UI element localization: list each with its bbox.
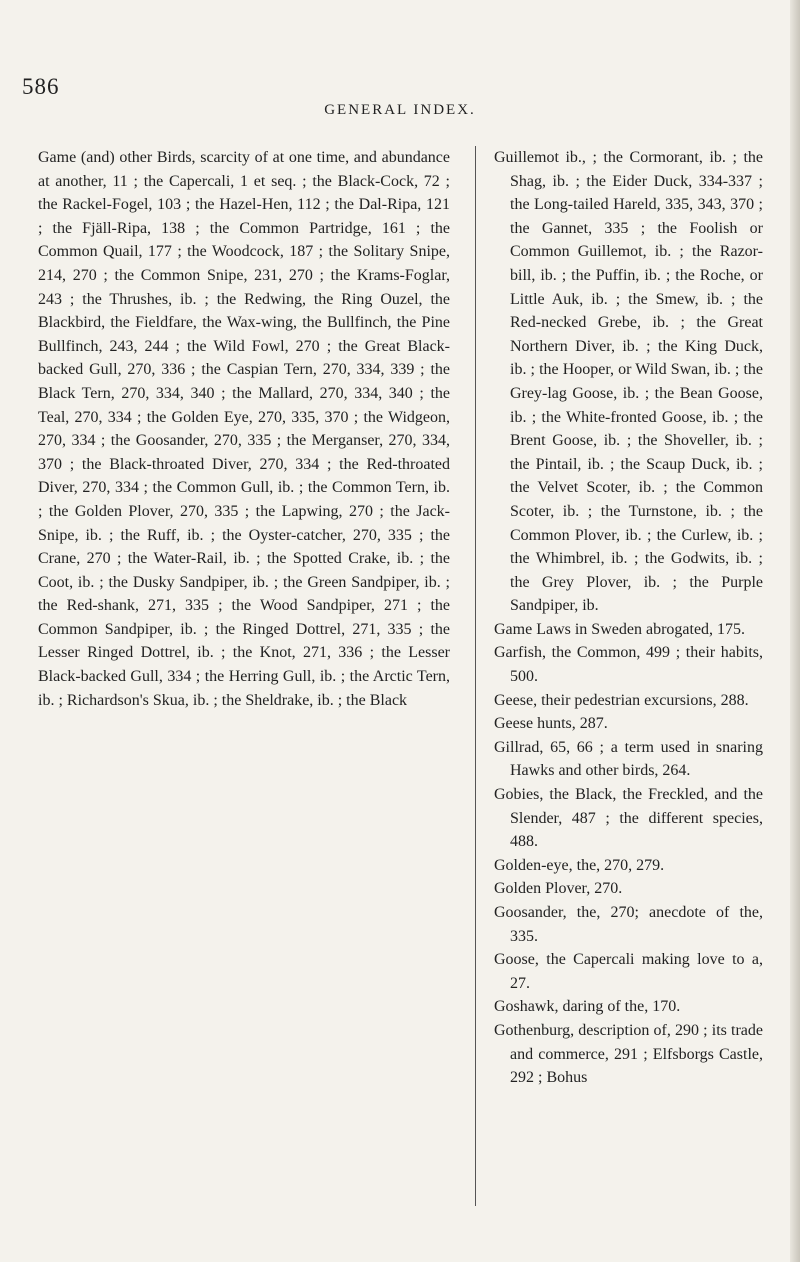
- index-entry: Goose, the Capercali making love to a, 27.: [494, 951, 763, 992]
- index-entry: Gobies, the Black, the Freckled, and the Slender, 487 ; the different species, 488.: [494, 786, 763, 851]
- index-entry: Garfish, the Common, 499 ; their habits, 500.: [494, 644, 763, 686]
- index-entry: Gillrad, 65, 66 ; a term used in snaring Hawks and other birds, 264.: [494, 738, 763, 780]
- index-entry: Game (and) other Birds, scarcity of at one time, and abundance at another, 11 ; the Capercali, 1 et seq. ; the Black-Cock, 72 ; the Rackel-Fogel, 103 ; the Hazel-Hen, 112 ; the Dal-Ripa, 121 ; the Fjäll-Ripa, 138 ; the Common Partridge, 161 ; the Common Quail, 177 ; the Woodcock, 187 ; the Solitary Snipe, 214, 270 ; the Common Snipe, 231, 270 ; the Krams-Foglar, 243 ; the Thrushes, ib. ; the Redwing, the Ring Ouzel, the Blackbird, the Fieldfare, the Wax-wing, the Bullfinch, the Pine Bullfinch, 243, 244 ; the Wild Fowl, 270 ; the Great Black-backed Gull, 270, 336 ; the Caspian Tern, 270, 334, 339 ; the Black Tern, 270, 334, 340 ; the Mallard, 270, 334, 340 ; the Teal, 270, 334 ; the Golden Eye, 270, 335, 370 ; the Widgeon, 270, 334 ; the Goosander, 270, 335 ; the Merganser, 270, 334, 370 ; the Black-throated Diver, 270, 334 ; the Red-throated Diver, 270, 334 ; the Common Gull, ib. ; the Common Tern, ib. ; the Golden Plover, 270, 335 ; the Lapwing, 270 ; the Jack-Snipe, ib. ; the Ruff, ib. ; the Oyster-catcher, 270, 335 ; the Crane, 270 ; the Water-Rail, ib. ; the Spotted Crake, ib. ; the Coot, ib. ; the Dusky Sandpiper, ib. ; the Green Sandpiper, ib. ; the Red-shank, 271, 335 ; the Wood Sandpiper, 271 ; the Common Sandpiper, ib. ; the Ringed Dottrel, 271, 335 ; the Lesser Ringed Dottrel, ib. ; the Knot, 271, 336 ; the Lesser Black-backed Gull, 334 ; the Herring Gull, ib. ; the Arctic Tern, ib. ; Richardson's Skua, ib. ; the Sheldrake, ib. ; the Black: [38, 149, 450, 709]
- index-entry: Golden-eye, the, 270, 279.: [494, 856, 665, 874]
- page-edge-shadow: [790, 0, 800, 1262]
- index-entry: Geese hunts, 287.: [494, 715, 608, 733]
- index-entry: Gothenburg, description of, 290 ; its trade and commerce, 291 ; Elfsborgs Castle, 292 ; Bohus: [494, 1021, 763, 1087]
- index-entry: Golden Plover, 270.: [494, 880, 623, 898]
- running-head: GENERAL INDEX.: [324, 102, 476, 118]
- index-entry: Game Laws in Sweden abrogated, 175.: [494, 620, 746, 638]
- index-entry: Guillemot ib., ; the Cormorant, ib. ; the Shag, ib. ; the Eider Duck, 334-337 ; the Long-tailed Hareld, 335, 343, 370 ; the Gannet, 335 ; the Foolish or Common Guillemot, ib. ; the Razor-bill, ib. ; the Puffin, ib. ; the Roche, or Little Auk, ib. ; the Smew, ib. ; the Red-necked Grebe, ib. ; the Great Northern Diver, ib. ; the King Duck, ib. ; the Hooper, or Wild Swan, ib. ; the Grey-lag Goose, ib. ; the Bean Goose, ib. ; the White-fronted Goose, ib. ; the Brent Goose, ib. ; the Shoveller, ib. ; the Pintail, ib. ; the Scaup Duck, ib. ; the Velvet Scoter, ib. ; the Common Scoter, ib. ; the Turnstone, ib. ; the Common Plover, ib. ; the Curlew, ib. ; the Whimbrel, ib. ; the Godwits, ib. ; the Grey Plover, ib. ; the Purple Sandpiper, ib.: [494, 149, 763, 615]
- index-column-right: [475, 146, 763, 1206]
- index-entry: Goshawk, daring of the, 170.: [494, 998, 681, 1016]
- page-number: 586: [22, 74, 60, 99]
- index-column-left: [38, 146, 450, 712]
- index-entry: Geese, their pedestrian excursions, 288.: [494, 691, 749, 709]
- index-entry: Goosander, the, 270; anecdote of the, 335.: [494, 904, 763, 945]
